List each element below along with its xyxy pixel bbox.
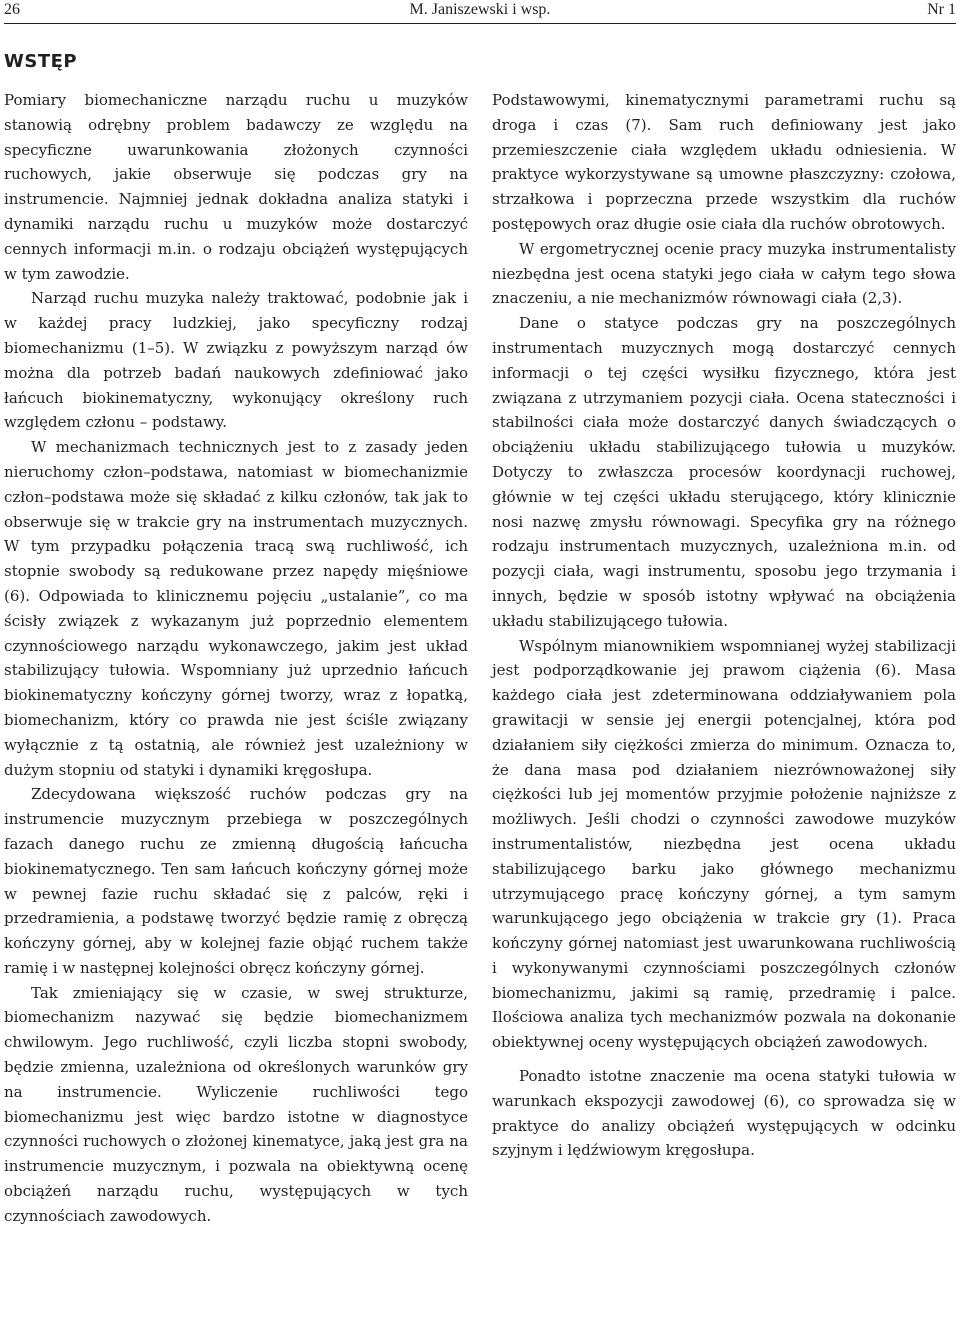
- paragraph: Narząd ruchu muzyka należy traktować, podobnie jak i w każdej pracy ludzkiej, jako specyficzny rodzaj biomechanizmu (1–5). W związku z powyższym narząd ów można dla potrzeb badań naukowych zdefiniować jako łańcuch biokinematyczny, wykonujący określony ruch względem członu – podstawy.: [4, 289, 468, 432]
- paragraph: Pomiary biomechaniczne narządu ruchu u muzyków stanowią odrębny problem badawczy ze względu na specyficzne uwarunkowania złożonych czynności ruchowych, jakie obserwuje się podczas gry na instrumencie. Najmniej jednak dokładna analiza statyki i dynamiki narządu ruchu u muzyków może dostarczyć cennych informacji m.in. o rodzaju obciążeń występujących w tym zawodzie.: [4, 91, 468, 283]
- running-head: [0, 0, 960, 22]
- right-column: [492, 88, 956, 1163]
- issue-number: Nr 1: [927, 1, 956, 18]
- paragraph: Tak zmieniający się w czasie, w swej strukturze, biomechanizm nazywać się będzie biomechanizmem chwilowym. Jego ruchliwość, czyli liczba stopni swobody, będzie zmienna, uzależniona od określonych warunków gry na instrumencie. Wyliczenie ruchliwości tego biomechanizmu jest więc bardzo istotne w diagnostyce czynności ruchowych o złożonej kinematyce, jaką jest gra na instrumencie muzycznym, i pozwala na obiektywną ocenę obciążeń narządu ruchu, występujących w tych czynnościach zawodowych.: [4, 983, 468, 1225]
- paragraph: Podstawowymi, kinematycznymi parametrami ruchu są droga i czas (7). Sam ruch definiowany jest jako przemieszczenie ciała względem układu odniesienia. W praktyce wykorzystywane są umowne płaszczyzny: czołowa, strzałkowa i poprzeczna przede wszystkim dla ruchów postępowych oraz długie osie ciała dla ruchów obrotowych.: [492, 91, 956, 233]
- page-number: 26: [4, 1, 20, 18]
- header-rule: [4, 23, 956, 24]
- paragraph: Ponadto istotne znaczenie ma ocena statyki tułowia w warunkach ekspozycji zawodowej (6), co sprowadza się w praktyce do analizy obciążeń występujących w odcinku szyjnym i lędźwiowym kręgosłupa.: [492, 1067, 956, 1160]
- section-heading: WSTĘP: [4, 51, 78, 72]
- paragraph: W ergometrycznej ocenie pracy muzyka instrumentalisty niezbędna jest ocena statyki jego ciała w całym tego słowa znaczeniu, a nie mechanizmów równowagi ciała (2,3).: [492, 239, 956, 308]
- paragraph: Zdecydowana większość ruchów podczas gry na instrumencie muzycznym przebiega w poszczególnych fazach danego ruchu ze zmienną długością łańcucha biokinematycznego. Ten sam łańcuch kończyny górnej może w pewnej fazie ruchu składać się z palców, ręki i przedramienia, a podstawę tworzyć będzie ramię z obręczą kończyny górnej, aby w kolejnej fazie objąć ruchem także ramię i w następnej kolejności obręcz kończyny górnej.: [4, 785, 468, 977]
- paragraph: Dane o statyce podczas gry na poszczególnych instrumentach muzycznych mogą dostarczyć cennych informacji o tej części wysiłku fizycznego, która jest związana z utrzymaniem pozycji ciała. Ocena stateczności i stabilności ciała może dostarczyć danych świadczących o obciążeniu układu stabilizującego tułowia u muzyków. Dotyczy to zwłaszcza procesów koordynacji ruchowej, głównie w tej części układu sterującego, który klinicznie nosi nazwę zmysłu równowagi. Specyfika gry na różnego rodzaju instrumentach muzycznych, uzależniona m.in. od pozycji ciała, wagi instrumentu, sposobu jego trzymania i innych, będzie w sposób istotny wpływać na obciążenia układu stabilizującego tułowia.: [492, 314, 956, 630]
- paragraph: W mechanizmach technicznych jest to z zasady jeden nieruchomy człon–podstawa, natomiast w biomechanizmie człon–podstawa może się składać z kilku członów, tak jak to obserwuje się w trakcie gry na instrumentach muzycznych. W tym przypadku połączenia tracą swą ruchliwość, ich stopnie swobody są redukowane przez napędy mięśniowe (6). Odpowiada to klinicznemu pojęciu „ustalanie”, co ma ścisły związek z wykazanym już poprzednio elementem czynnościowego narządu wykonawczego, jakim jest układ stabilizujący tułowia. Wspomniany już uprzednio łańcuch biokinematyczny kończyny górnej tworzy, wraz z łopatką, biomechanizm, który co prawda nie jest ściśle związany wyłącznie z tą ostatnią, ale również jest uzależniony w dużym stopniu od statyki i dynamiki kręgosłupa.: [4, 438, 468, 779]
- paragraph: Wspólnym mianownikiem wspomnianej wyżej stabilizacji jest podporządkowanie jej prawom ciążenia (6). Masa każdego ciała jest zdeterminowana oddziaływaniem pola grawitacji w sensie jej energii potencjalnej, która pod działaniem siły ciężkości zmierza do minimum. Oznacza to, że dana masa pod działaniem niezrównoważonej siły ciężkości lub jej momentów przyjmie położenie najniższe z możliwych. Jeśli chodzi o czynności zawodowe muzyków instrumentalistów, niezbędna jest ocena układu stabilizującego barku jako głównego mechanizmu utrzymującego pracę kończyny górnej, a tym samym warunkującego jego obciążenia w trakcie gry (1). Praca kończyny górnej natomiast jest uwarunkowana ruchliwością i wykonywanymi czynnościami poszczególnych członów biomechanizmu, jakimi są ramię, przedramię i palce. Ilościowa analiza tych mechanizmów pozwala na dokonanie obiektywnej oceny występujących obciążeń zawodowych.: [492, 636, 956, 1052]
- left-column: [4, 88, 468, 1229]
- running-head-authors: M. Janiszewski i wsp.: [409, 1, 551, 18]
